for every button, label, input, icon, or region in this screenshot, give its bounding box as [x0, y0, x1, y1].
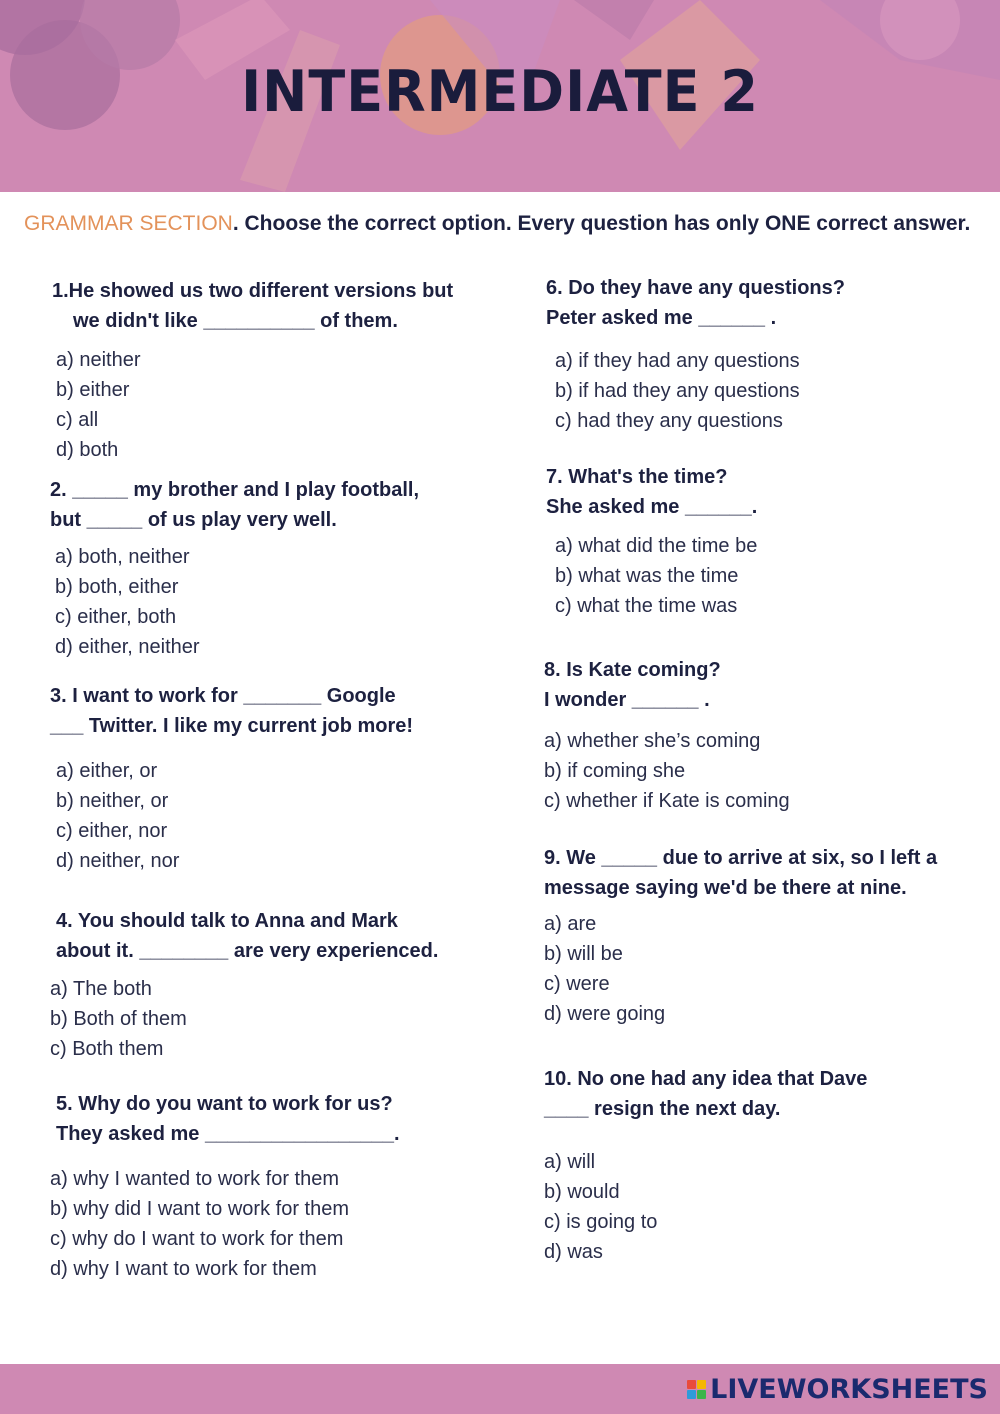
question-4-line-2: about it. ________ are very experienced.	[56, 940, 439, 962]
question-5-option-a[interactable]: a) why I wanted to work for them	[50, 1168, 340, 1190]
question-1-option-b[interactable]: b) either	[56, 379, 130, 401]
question-5-option-c[interactable]: c) why do I want to work for them	[50, 1228, 344, 1250]
question-3-option-b[interactable]: b) neither, or	[56, 790, 169, 812]
logo-square-green	[697, 1390, 706, 1399]
question-10-option-c[interactable]: c) is going to	[544, 1211, 658, 1233]
section-label: GRAMMAR SECTION	[24, 212, 233, 235]
question-1-option-a[interactable]: a) neither	[56, 349, 141, 371]
question-4-option-a[interactable]: a) The both	[50, 978, 152, 1000]
question-6-line-1: 6. Do they have any questions?	[546, 277, 845, 299]
instruction-text: . Choose the correct option. Every question has only ONE correct answer.	[232, 212, 971, 235]
question-3-option-c[interactable]: c) either, nor	[56, 820, 168, 842]
question-9-option-b[interactable]: b) will be	[544, 943, 623, 965]
question-9-option-c[interactable]: c) were	[544, 973, 610, 995]
question-3-line-2: ___ Twitter. I like my current job more!	[50, 715, 414, 737]
question-5-line-2: They asked me _________________.	[56, 1123, 400, 1145]
question-10-option-a[interactable]: a) will	[544, 1151, 596, 1173]
question-2-option-a[interactable]: a) both, neither	[55, 546, 190, 568]
question-7-option-c[interactable]: c) what the time was	[555, 595, 738, 617]
question-6-option-a[interactable]: a) if they had any questions	[555, 350, 800, 372]
question-6-option-c[interactable]: c) had they any questions	[555, 410, 783, 432]
logo-square-red	[687, 1380, 696, 1389]
question-8-option-c[interactable]: c) whether if Kate is coming	[544, 790, 790, 812]
footer-bar	[0, 1364, 1000, 1414]
question-3-option-d[interactable]: d) neither, nor	[56, 850, 180, 872]
question-10-line-2: ____ resign the next day.	[544, 1098, 781, 1120]
question-1-option-c[interactable]: c) all	[56, 409, 99, 431]
question-4-option-b[interactable]: b) Both of them	[50, 1008, 187, 1030]
question-2-option-d[interactable]: d) either, neither	[55, 636, 200, 658]
liveworksheets-logo-icon	[687, 1380, 706, 1399]
question-6-option-b[interactable]: b) if had they any questions	[555, 380, 800, 402]
question-9-option-d[interactable]: d) were going	[544, 1003, 666, 1025]
question-1-line-1: 1.He showed us two different versions but	[52, 280, 454, 302]
logo-square-blue	[687, 1390, 696, 1399]
liveworksheets-brand[interactable]	[687, 1372, 988, 1406]
question-7-line-2: She asked me ______.	[546, 496, 758, 518]
question-8-line-1: 8. Is Kate coming?	[544, 659, 721, 681]
question-8-option-a[interactable]: a) whether she’s coming	[544, 730, 761, 752]
logo-square-yellow	[697, 1380, 706, 1389]
question-7-option-b[interactable]: b) what was the time	[555, 565, 739, 587]
page-title: INTERMEDIATE 2	[241, 58, 759, 125]
instruction	[24, 212, 984, 236]
question-9-option-a[interactable]: a) are	[544, 913, 597, 935]
question-2-option-b[interactable]: b) both, either	[55, 576, 179, 598]
question-3-line-1: 3. I want to work for _______ Google	[50, 685, 396, 707]
question-5-line-1: 5. Why do you want to work for us?	[56, 1093, 393, 1115]
question-2-line-2: but _____ of us play very well.	[50, 509, 337, 531]
question-5-option-d[interactable]: d) why I want to work for them	[50, 1258, 317, 1280]
header-banner	[0, 0, 1000, 192]
question-7-line-1: 7. What's the time?	[546, 466, 728, 488]
question-10-option-b[interactable]: b) would	[544, 1181, 620, 1203]
question-8-line-2: I wonder ______ .	[544, 689, 710, 711]
question-9-line-2: message saying we'd be there at nine.	[544, 877, 907, 899]
question-4-option-c[interactable]: c) Both them	[50, 1038, 164, 1060]
question-10-line-1: 10. No one had any idea that Dave	[544, 1068, 868, 1090]
question-8-option-b[interactable]: b) if coming she	[544, 760, 686, 782]
question-1-option-d[interactable]: d) both	[56, 439, 119, 461]
question-6-line-2: Peter asked me ______ .	[546, 307, 777, 329]
question-3-option-a[interactable]: a) either, or	[56, 760, 158, 782]
question-10-option-d[interactable]: d) was	[544, 1241, 603, 1263]
question-7-option-a[interactable]: a) what did the time be	[555, 535, 758, 557]
question-2-option-c[interactable]: c) either, both	[55, 606, 177, 628]
question-2-line-1: 2. _____ my brother and I play football,	[50, 479, 419, 501]
question-4-line-1: 4. You should talk to Anna and Mark	[56, 910, 398, 932]
question-9-line-1: 9. We _____ due to arrive at six, so I left a	[544, 847, 938, 869]
brand-name: LIVEWORKSHEETS	[710, 1373, 988, 1405]
question-1-line-2: we didn't like __________ of them.	[73, 310, 398, 332]
question-5-option-b[interactable]: b) why did I want to work for them	[50, 1198, 350, 1220]
